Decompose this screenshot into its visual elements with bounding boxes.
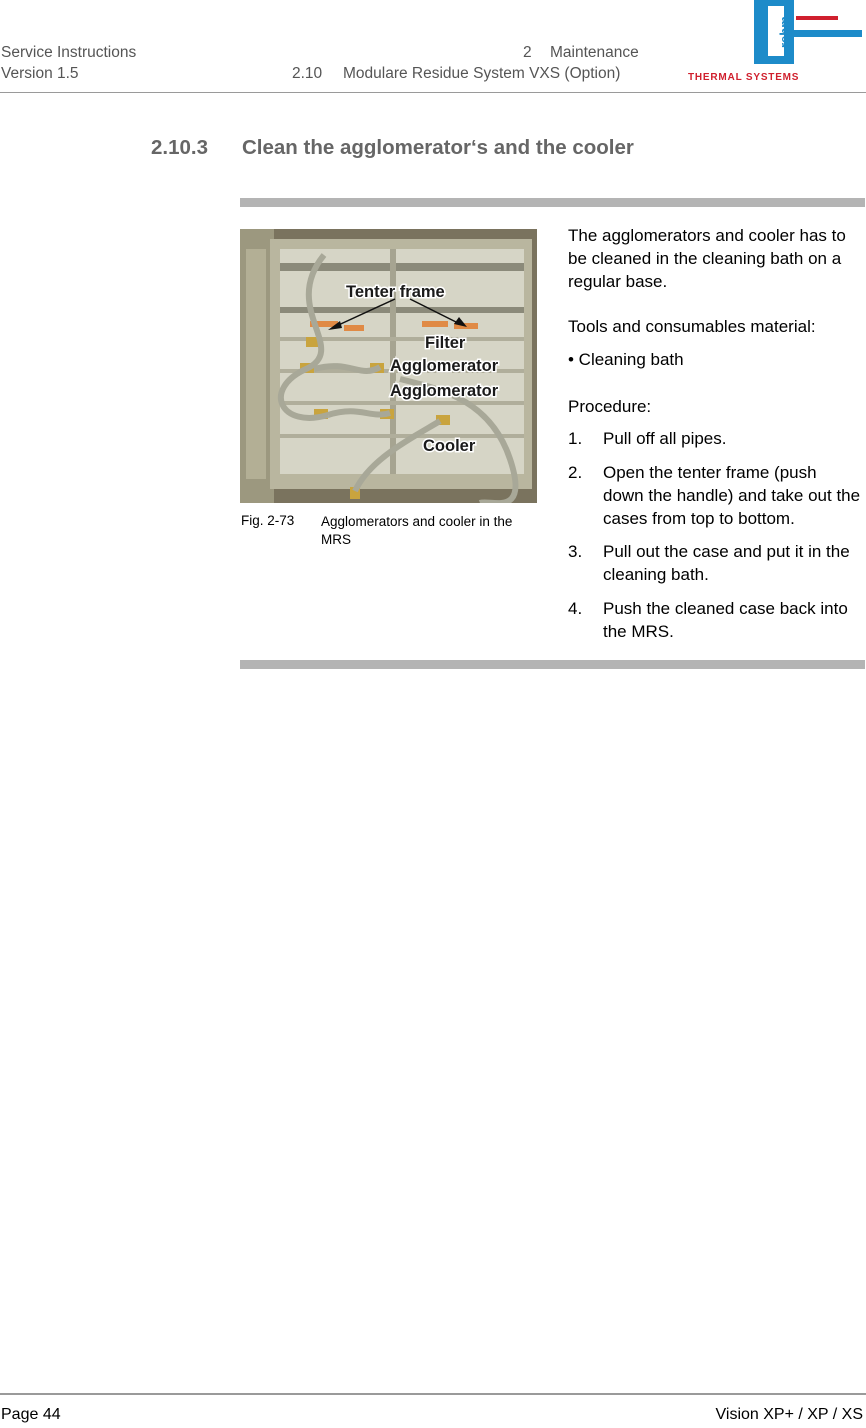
- header-section-number: 2.10: [292, 65, 323, 82]
- logo-tagline: THERMAL SYSTEMS: [688, 72, 800, 83]
- step-number: 1.: [568, 429, 583, 448]
- label-cooler: Cooler: [423, 437, 476, 455]
- label-tenter-frame: Tenter frame: [346, 283, 445, 301]
- section-title: Clean the agglomerator‘s and the cooler: [242, 136, 634, 159]
- step-number: 4.: [568, 599, 583, 618]
- header-version: Version 1.5: [1, 65, 79, 82]
- intro-paragraph: The agglomerators and cooler has to be cleaned in the cleaning bath on a regular base.: [568, 226, 846, 291]
- footer-page-number: Page 44: [1, 1406, 61, 1423]
- header-divider: [0, 92, 866, 93]
- header-section-title: Modulare Residue System VXS (Option): [343, 65, 621, 82]
- step-text: Pull out the case and put it in the cleaning bath.: [603, 542, 850, 584]
- rehm-logo-mark: [686, 0, 866, 86]
- step-text: Pull off all pipes.: [603, 429, 727, 448]
- header-chapter-number: 2: [523, 44, 532, 61]
- header-chapter-title: Maintenance: [550, 44, 639, 61]
- rehm-logo: [686, 0, 866, 86]
- label-agglomerator-upper: Agglomerator: [390, 357, 499, 375]
- label-filter: Filter: [425, 334, 466, 352]
- procedure-heading: Procedure:: [568, 397, 652, 416]
- section-bottom-band: [240, 660, 865, 669]
- step-text: Push the cleaned case back into the MRS.: [603, 599, 848, 641]
- tools-item: • Cleaning bath: [568, 350, 684, 369]
- tools-heading: Tools and consumables material:: [568, 317, 816, 336]
- figure-caption-text: Agglomerators and cooler in the MRS: [321, 514, 513, 547]
- section-top-band: [240, 198, 865, 207]
- figure-photo: [240, 229, 537, 503]
- footer-product: Vision XP+ / XP / XS: [715, 1406, 863, 1423]
- step-number: 3.: [568, 542, 583, 561]
- section-number: 2.10.3: [151, 136, 208, 159]
- figure-caption-number: Fig. 2-73: [241, 513, 295, 528]
- header-doc-type: Service Instructions: [1, 44, 137, 61]
- step-number: 2.: [568, 463, 583, 482]
- footer-divider: [0, 1393, 866, 1395]
- step-text: Open the tenter frame (push down the handle) and take out the cases from top to bottom.: [603, 463, 861, 528]
- logo-wordmark: rehm: [777, 16, 792, 48]
- label-agglomerator-lower: Agglomerator: [390, 382, 499, 400]
